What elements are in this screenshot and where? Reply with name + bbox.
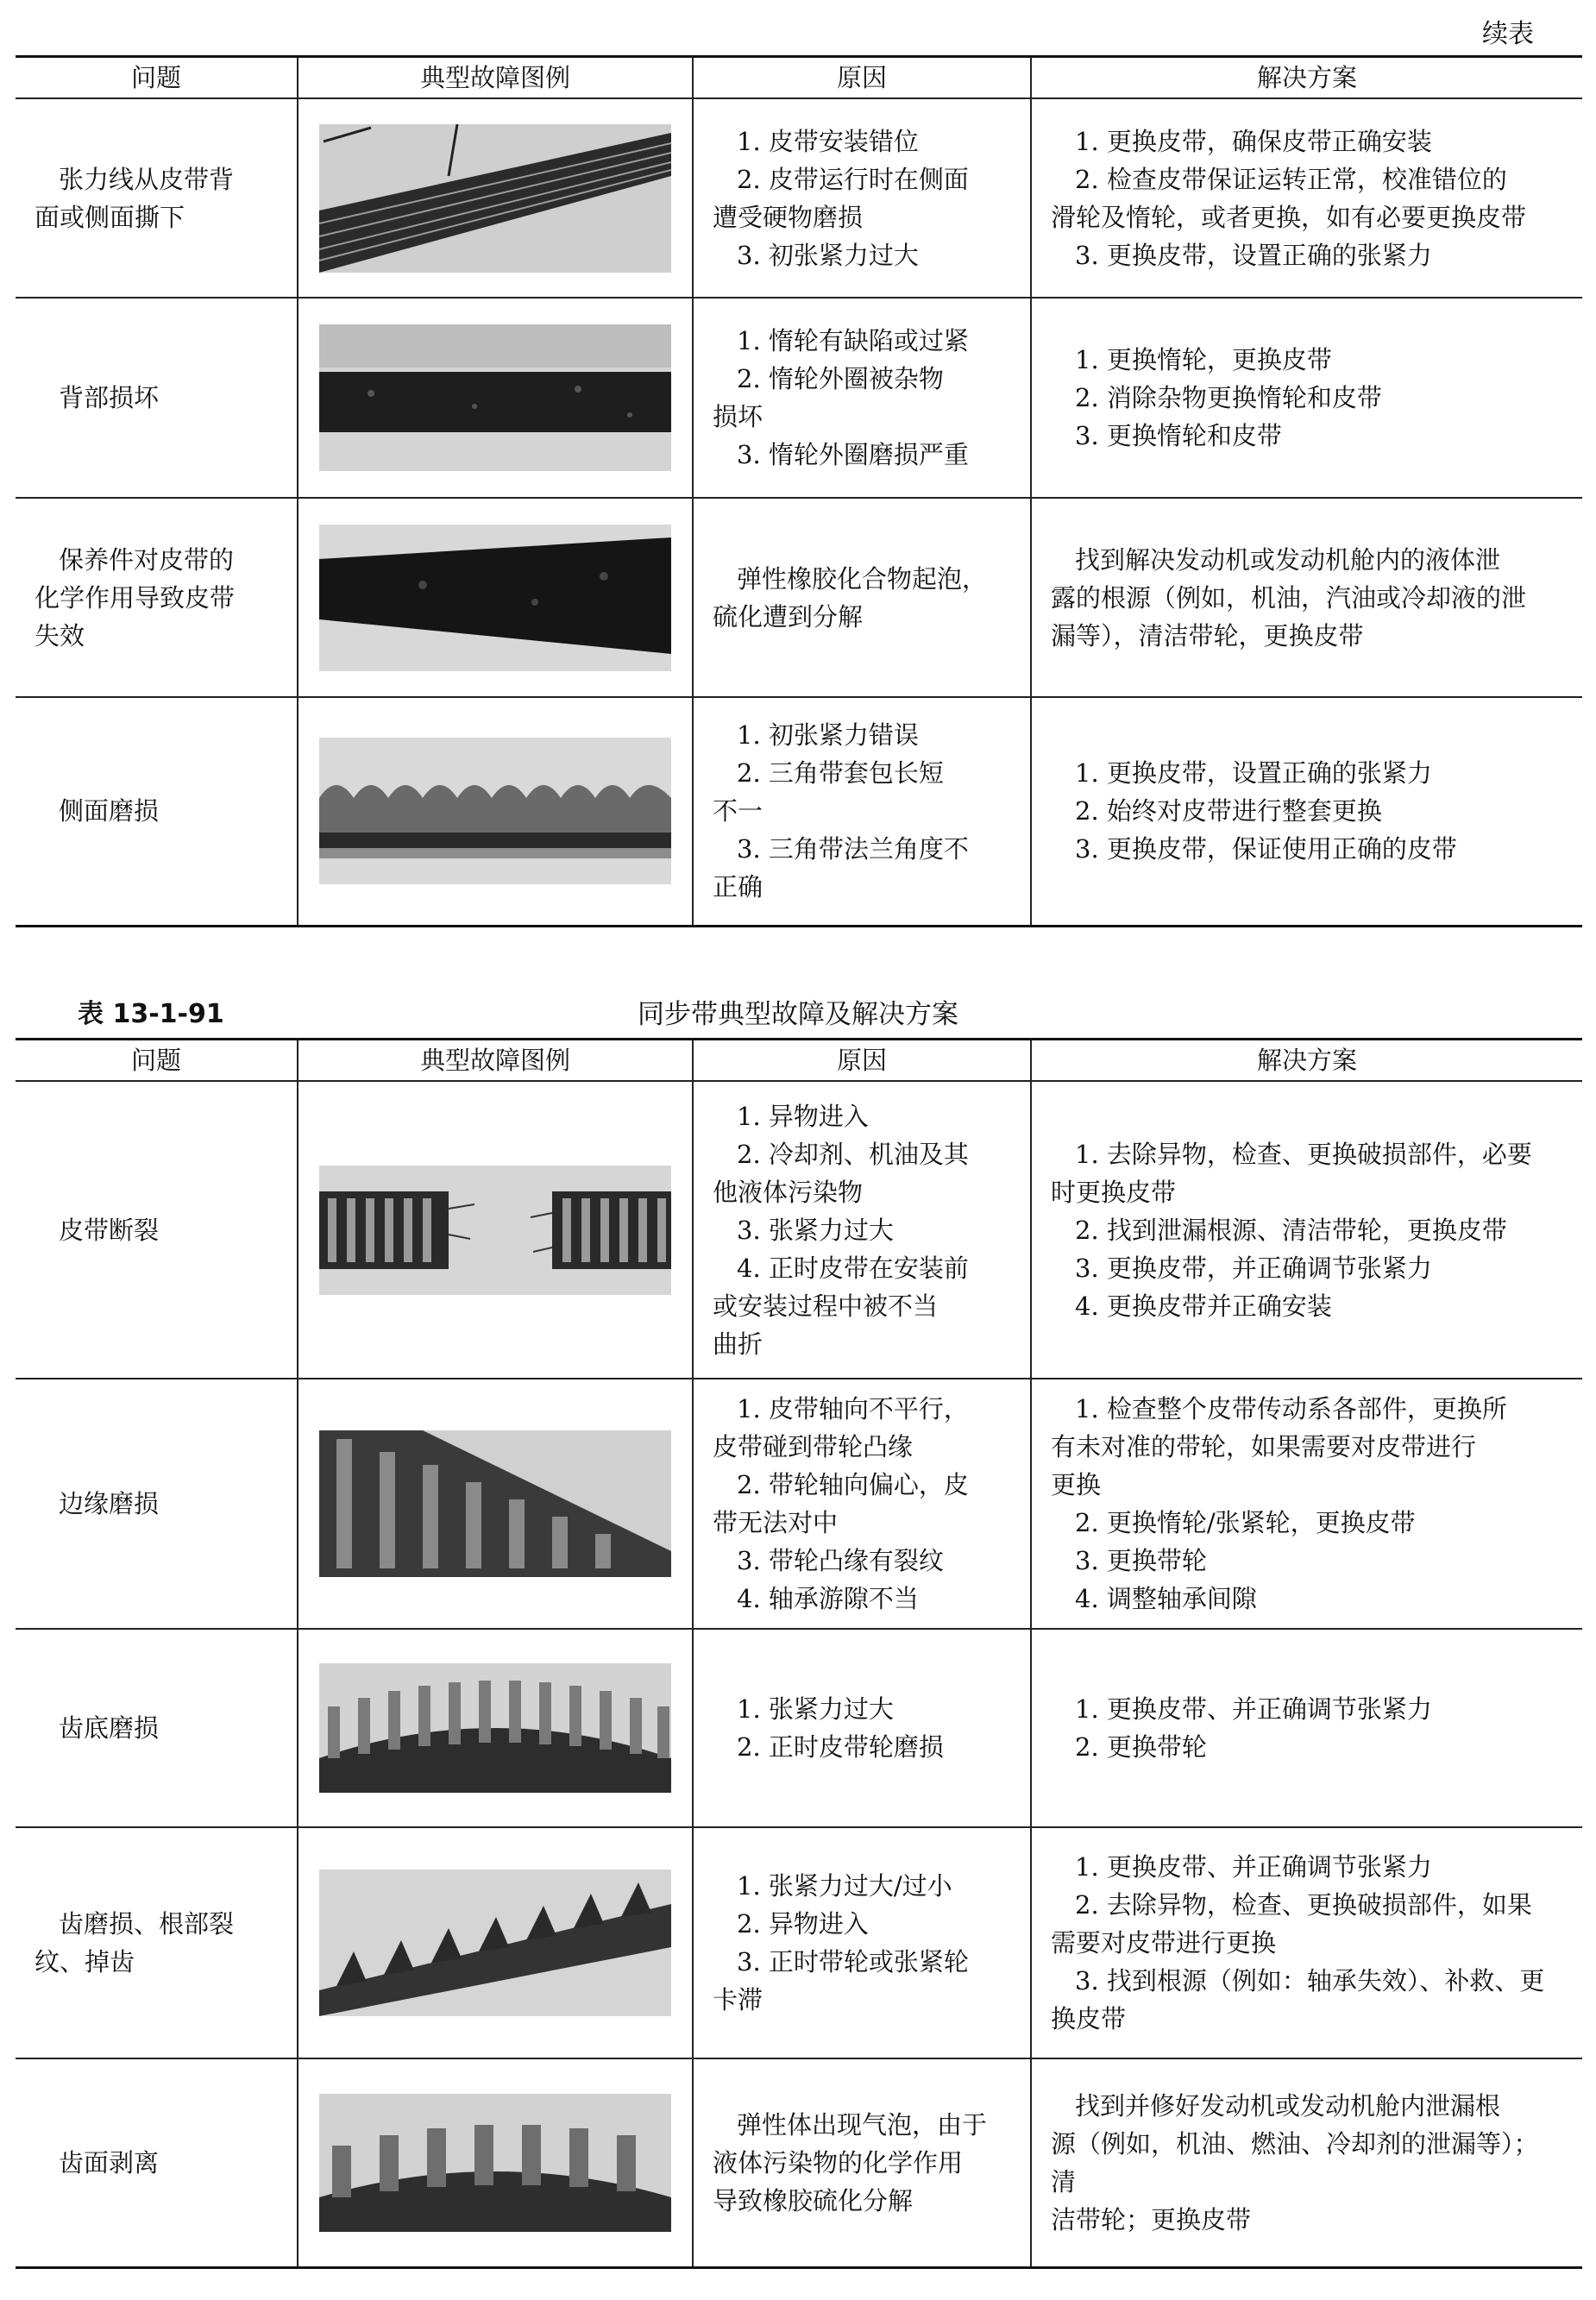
table-header-row xyxy=(16,57,1582,99)
solution-cell: 1. 更换皮带，设置正确的张紧力 2. 始终对皮带进行整套更换 3. 更换皮带，保证使用正确的皮带 xyxy=(1031,697,1582,926)
solution-cell: 1. 更换皮带、并正确调节张紧力 2. 更换带轮 xyxy=(1031,1629,1582,1827)
header-image: 典型故障图例 xyxy=(298,1040,693,1082)
solution-cell: 1. 去除异物，检查、更换破损部件，必要 时更换皮带 2. 找到泄漏根源、清洁带轮，更换皮带 3. 更换皮带，并正确调节张紧力 4. 更换皮带并正确安装 xyxy=(1031,1081,1582,1379)
table-row xyxy=(16,98,1582,298)
continued-label: 续表 xyxy=(1482,19,1534,49)
belt-chemical-failure-photo xyxy=(298,498,693,697)
cause-cell: 1. 张紧力过大 2. 正时皮带轮磨损 xyxy=(693,1629,1031,1827)
problem-cell: 张力线从皮带背 面或侧面撕下 xyxy=(16,98,298,298)
table-row xyxy=(16,1827,1582,2058)
belt-side-wear-photo xyxy=(298,697,693,926)
solution-cell: 1. 更换皮带、并正确调节张紧力 2. 去除异物，检查、更换破损部件，如果 需要对皮带进行更换 3. 找到根源（例如：轴承失效）、补救、更 换皮带 xyxy=(1031,1827,1582,2058)
timing-belt-tooth-root-wear-photo xyxy=(298,1629,693,1827)
table-row xyxy=(16,1629,1582,1827)
problem-cell: 皮带断裂 xyxy=(16,1081,298,1379)
timing-belt-tooth-loss-photo xyxy=(298,1827,693,2058)
cause-cell: 1. 皮带轴向不平行， 皮带碰到带轮凸缘 2. 带轮轴向偏心，皮 带无法对中 3. 带轮凸缘有裂纹 4. 轴承游隙不当 xyxy=(693,1379,1031,1629)
problem-cell: 保养件对皮带的 化学作用导致皮带 失效 xyxy=(16,498,298,697)
fault-table-vbelt xyxy=(16,55,1582,927)
problem-cell: 侧面磨损 xyxy=(16,697,298,926)
problem-cell: 齿面剥离 xyxy=(16,2058,298,2267)
cause-cell: 1. 惰轮有缺陷或过紧 2. 惰轮外圈被杂物 损坏 3. 惰轮外圈磨损严重 xyxy=(693,298,1031,498)
header-problem: 问题 xyxy=(16,57,298,99)
cause-cell: 1. 张紧力过大/过小 2. 异物进入 3. 正时带轮或张紧轮 卡滞 xyxy=(693,1827,1031,2058)
cause-cell: 1. 皮带安装错位 2. 皮带运行时在侧面 遭受硬物磨损 3. 初张紧力过大 xyxy=(693,98,1031,298)
timing-belt-break-photo xyxy=(298,1081,693,1379)
solution-cell: 找到解决发动机或发动机舱内的液体泄 露的根源（例如，机油，汽油或冷却液的泄 漏等），清洁带轮，更换皮带 xyxy=(1031,498,1582,697)
timing-belt-tooth-peel-photo xyxy=(298,2058,693,2267)
header-cause: 原因 xyxy=(693,1040,1031,1082)
table-row xyxy=(16,1379,1582,1629)
table-row xyxy=(16,298,1582,498)
belt-back-damage-photo xyxy=(298,298,693,498)
table-row xyxy=(16,2058,1582,2267)
table-caption-title: 同步带典型故障及解决方案 xyxy=(638,999,958,1030)
table-header-row xyxy=(16,1040,1582,1082)
table-row xyxy=(16,498,1582,697)
belt-tension-cord-tear-photo xyxy=(298,98,693,298)
cause-cell: 弹性体出现气泡，由于 液体污染物的化学作用 导致橡胶硫化分解 xyxy=(693,2058,1031,2267)
cause-cell: 1. 异物进入 2. 冷却剂、机油及其 他液体污染物 3. 张紧力过大 4. 正时皮带在安装前 或安装过程中被不当 曲折 xyxy=(693,1081,1031,1379)
solution-cell: 1. 更换皮带，确保皮带正确安装 2. 检查皮带保证运转正常，校准错位的 滑轮及惰轮，或者更换，如有必要更换皮带 3. 更换皮带，设置正确的张紧力 xyxy=(1031,98,1582,298)
header-cause: 原因 xyxy=(693,57,1031,99)
problem-cell: 齿磨损、根部裂 纹、掉齿 xyxy=(16,1827,298,2058)
header-solution: 解决方案 xyxy=(1031,57,1582,99)
table-row xyxy=(16,1081,1582,1379)
header-problem: 问题 xyxy=(16,1040,298,1082)
cause-cell: 弹性橡胶化合物起泡， 硫化遭到分解 xyxy=(693,498,1031,697)
solution-cell: 找到并修好发动机或发动机舱内泄漏根 源（例如，机油、燃油、冷却剂的泄漏等）；清 洁带轮；更换皮带 xyxy=(1031,2058,1582,2267)
problem-cell: 边缘磨损 xyxy=(16,1379,298,1629)
problem-cell: 背部损坏 xyxy=(16,298,298,498)
table-row xyxy=(16,697,1582,926)
timing-belt-edge-wear-photo xyxy=(298,1379,693,1629)
header-solution: 解决方案 xyxy=(1031,1040,1582,1082)
header-image: 典型故障图例 xyxy=(298,57,693,99)
problem-cell: 齿底磨损 xyxy=(16,1629,298,1827)
solution-cell: 1. 更换惰轮，更换皮带 2. 消除杂物更换惰轮和皮带 3. 更换惰轮和皮带 xyxy=(1031,298,1582,498)
solution-cell: 1. 检查整个皮带传动系各部件，更换所 有未对准的带轮，如果需要对皮带进行 更换 2. 更换惰轮/张紧轮，更换皮带 3. 更换带轮 4. 调整轴承间隙 xyxy=(1031,1379,1582,1629)
table-caption-id: 表 13-1-91 xyxy=(78,999,224,1029)
cause-cell: 1. 初张紧力错误 2. 三角带套包长短 不一 3. 三角带法兰角度不 正确 xyxy=(693,697,1031,926)
fault-table-timing-belt xyxy=(16,1038,1582,2269)
